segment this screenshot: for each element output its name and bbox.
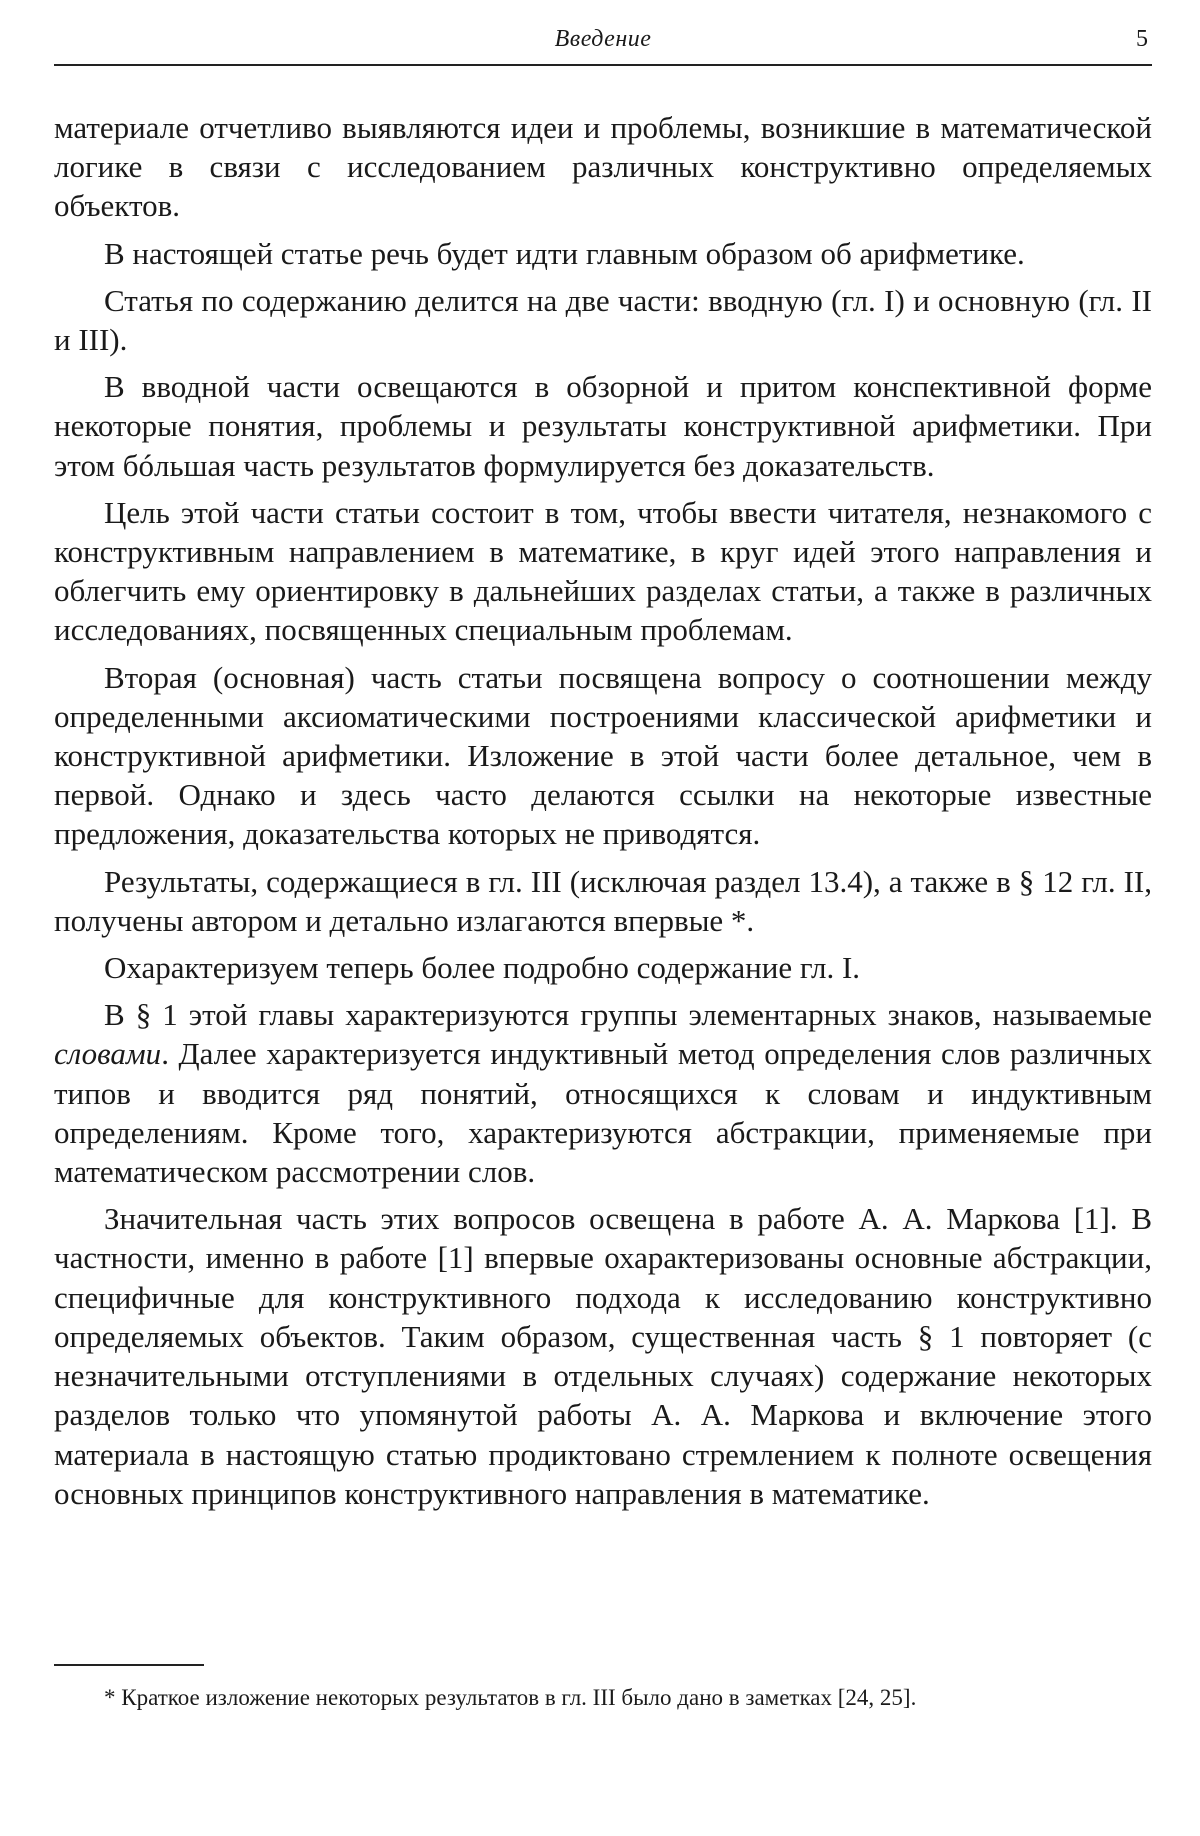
paragraph xyxy=(54,995,1152,1191)
page-header xyxy=(54,22,1152,66)
paragraph: В настоящей статье речь будет идти главным образом об арифметике. xyxy=(104,235,1025,271)
paragraph-text: В § 1 этой главы характеризуются группы элементарных знаков, называемые xyxy=(104,997,1152,1033)
paragraph: Охарактеризуем теперь более подробно содержание гл. I. xyxy=(104,950,861,986)
paragraph: материале отчетливо выявляются идеи и проблемы, возникшие в математической логике в связи с исследованием различных конструктивно определяемых объектов. xyxy=(54,110,1152,224)
document-page xyxy=(54,22,1152,1521)
paragraph: В вводной части освещаются в обзорной и притом конспективной форме некоторые понятия, проблемы и результаты конструктивной арифметики. При этом бóльшая часть результатов формулируется без доказательств. xyxy=(54,369,1152,483)
footnotes xyxy=(54,1664,1152,1716)
paragraph: Вторая (основная) часть статьи посвящена вопросу о соотношении между определенными аксиоматическими построениями классической арифметики и конструктивной арифметики. Изложение в этой части более детальное, чем в первой. Однако и здесь часто делаются ссылки на некоторые известные предложения, доказательства которых не приводятся. xyxy=(54,659,1152,852)
page-number: 5 xyxy=(1136,26,1148,52)
paragraph: Результаты, содержащиеся в гл. III (исключая раздел 13.4), а также в § 12 гл. II, получены автором и детально излагаются впервые *. xyxy=(54,863,1152,938)
paragraph: Значительная часть этих вопросов освещена в работе А. А. Маркова [1]. В частности, именно в работе [1] впервые охарактеризованы основные абстракции, специфичные для конструктивного подхода к исследованию конструктивно определяемых объектов. Таким образом, существенная часть § 1 повторяет (с незначительными отступлениями в отдельных случаях) содержание некоторых разделов только что упомянутой работы А. А. Маркова и включение этого материала в настоящую статью продиктовано стремлением к полноте освещения основных принципов конструктивного направления в математике. xyxy=(54,1201,1152,1511)
footnote-rule xyxy=(54,1664,204,1666)
paragraph-text: . Далее характеризуется индуктивный метод определения слов различных типов и вводится ряд понятий, относящихся к словам и индуктивным определениям. Кроме того, характеризуются абстракции, применяемые при математическом рассмотрении слов. xyxy=(54,1036,1152,1190)
emphasized-term: словами xyxy=(54,1036,162,1072)
footnote: * Краткое изложение некоторых результатов в гл. III было дано в заметках [24, 25]. xyxy=(104,1685,917,1710)
paragraph: Статья по содержанию делится на две части: вводную (гл. I) и основную (гл. II и III). xyxy=(54,282,1152,358)
paragraph: Цель этой части статьи состоит в том, чтобы ввести читателя, незнакомого с конструктивным направлением в математике, в круг идей этого направления и облегчить ему ориентировку в дальнейших разделах статьи, а также в различных исследованиях, посвященных специальным проблемам. xyxy=(54,494,1152,648)
body-text xyxy=(54,108,1152,1513)
running-title: Введение xyxy=(554,26,652,52)
